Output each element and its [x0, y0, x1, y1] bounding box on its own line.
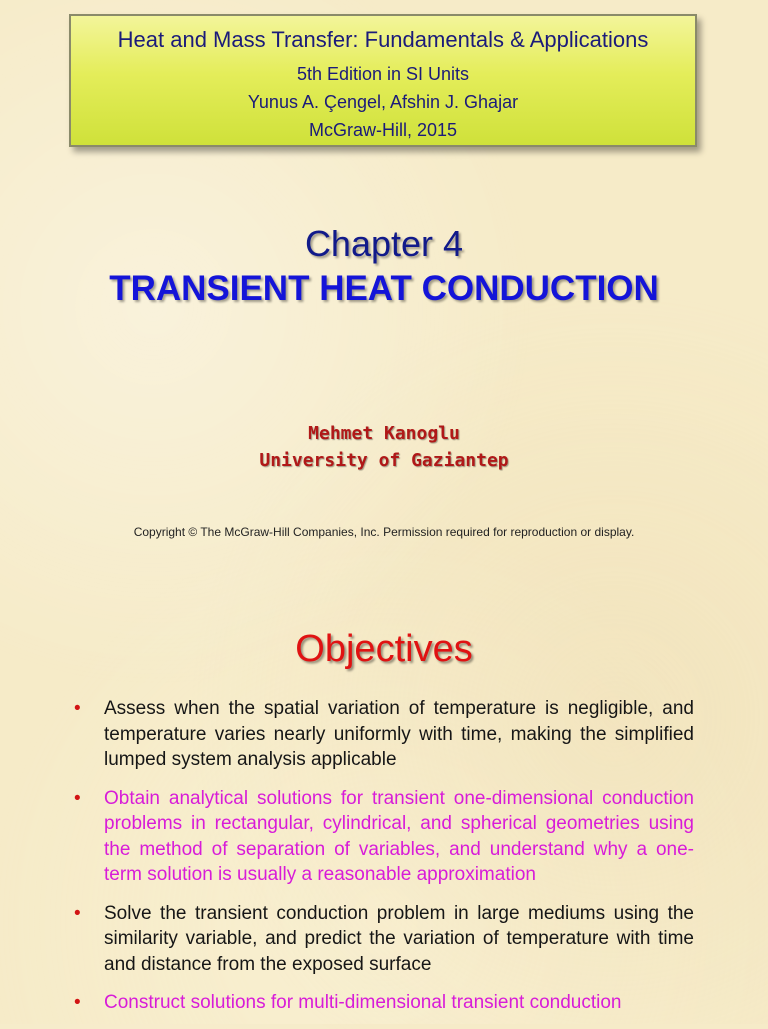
- objective-text: Construct solutions for multi-dimensional transient conduction: [104, 992, 622, 1013]
- book-authors: Yunus A. Çengel, Afshin J. Ghajar: [247, 92, 519, 112]
- chapter-title: TRANSIENT HEAT CONDUCTION: [109, 269, 659, 308]
- copyright-notice: Copyright © The McGraw-Hill Companies, Inc. Permission required for reproduction or display.: [133, 525, 635, 539]
- bullet-icon: •: [74, 787, 81, 809]
- author-name: Mehmet Kanoglu: [308, 423, 460, 444]
- bullet-icon: •: [74, 992, 81, 1013]
- objective-item: [72, 990, 694, 1016]
- book-edition: 5th Edition in SI Units: [296, 64, 470, 84]
- objective-text: Obtain analytical solutions for transient one-dimensional conduction problems in rectangular, cylindrical, and spherical geometries using the method of separation of variables, and understand why a one-term solution is usually a reasonable approximation: [104, 787, 694, 885]
- objective-item: [72, 696, 694, 773]
- objectives-list: [72, 696, 694, 1029]
- book-publisher: McGraw-Hill, 2015: [308, 120, 458, 140]
- objective-text: Solve the transient conduction problem in large mediums using the similarity variable, and predict the variation of temperature with time and distance from the exposed surface: [104, 902, 694, 975]
- objectives-heading: Objectives: [295, 628, 473, 670]
- book-title: Heat and Mass Transfer: Fundamentals & Applications: [117, 27, 649, 52]
- author-university: University of Gaziantep: [259, 450, 509, 471]
- bullet-icon: •: [74, 902, 81, 924]
- chapter-number: Chapter 4: [304, 223, 464, 264]
- book-info-box: [69, 14, 697, 147]
- objective-item: [72, 786, 694, 888]
- objective-text: Assess when the spatial variation of temperature is negligible, and temperature varies nearly uniformly with time, making the simplified lumped system analysis applicable: [104, 698, 694, 770]
- objective-item: [72, 901, 694, 978]
- bullet-icon: •: [74, 698, 81, 719]
